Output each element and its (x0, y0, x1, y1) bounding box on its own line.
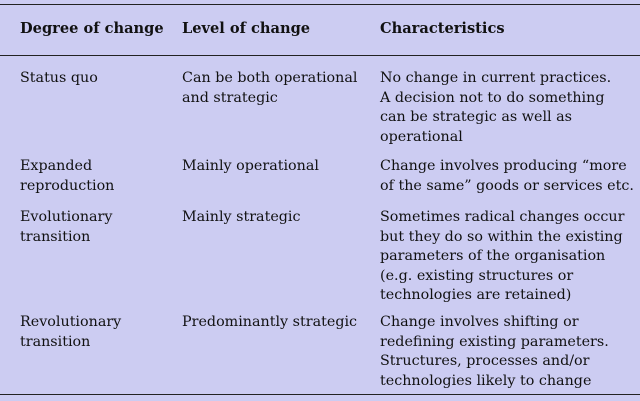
characteristics-line: of the same” goods or services etc. (380, 177, 634, 194)
level-line: Predominantly strategic (182, 314, 358, 330)
table-top-rule (0, 4, 640, 5)
characteristics-line: Sometimes radical changes occur (380, 209, 625, 225)
characteristics-line: can be strategic as well as (380, 109, 573, 125)
header-characteristics: Characteristics (380, 20, 505, 37)
degree-cell (20, 69, 98, 89)
level-line: and strategic (182, 89, 278, 106)
characteristics-cell (380, 69, 611, 147)
table-bottom-rule (0, 394, 640, 395)
characteristics-line: Structures, processes and/or (380, 353, 590, 369)
characteristics-line: operational (380, 128, 463, 145)
characteristics-line: technologies likely to change (380, 372, 592, 389)
characteristics-line: Change involves shifting or (380, 314, 579, 330)
level-cell (182, 313, 357, 333)
characteristics-line: technologies are retained) (380, 287, 572, 303)
characteristics-line: but they do so within the existing (380, 228, 623, 245)
header-rule (0, 55, 640, 56)
degree-line: Revolutionary (20, 314, 122, 330)
characteristics-cell (380, 157, 634, 196)
degree-cell (20, 157, 114, 196)
level-cell (182, 157, 319, 177)
degree-line: Evolutionary (20, 209, 113, 225)
characteristics-line: (e.g. existing structures or (380, 267, 574, 284)
characteristics-line: No change in current practices. (380, 70, 612, 86)
level-line: Mainly strategic (182, 209, 301, 225)
characteristics-cell (380, 208, 624, 306)
level-cell (182, 208, 301, 228)
header-level: Level of change (182, 20, 311, 37)
level-line: Mainly operational (182, 158, 319, 174)
characteristics-line: parameters of the organisation (380, 248, 606, 264)
characteristics-cell (380, 313, 609, 391)
degree-cell (20, 208, 112, 247)
characteristics-line: A decision not to do something (380, 89, 605, 106)
degree-line: Status quo (20, 70, 98, 86)
degree-line: reproduction (20, 177, 115, 194)
level-line: Can be both operational (182, 70, 358, 86)
degree-line: transition (20, 228, 91, 245)
header-degree: Degree of change (20, 20, 164, 37)
level-cell (182, 69, 357, 108)
characteristics-line: redefining existing parameters. (380, 333, 609, 350)
degree-line: transition (20, 333, 91, 350)
degree-cell (20, 313, 121, 352)
characteristics-line: Change involves producing “more (380, 158, 627, 174)
degree-line: Expanded (20, 158, 93, 174)
